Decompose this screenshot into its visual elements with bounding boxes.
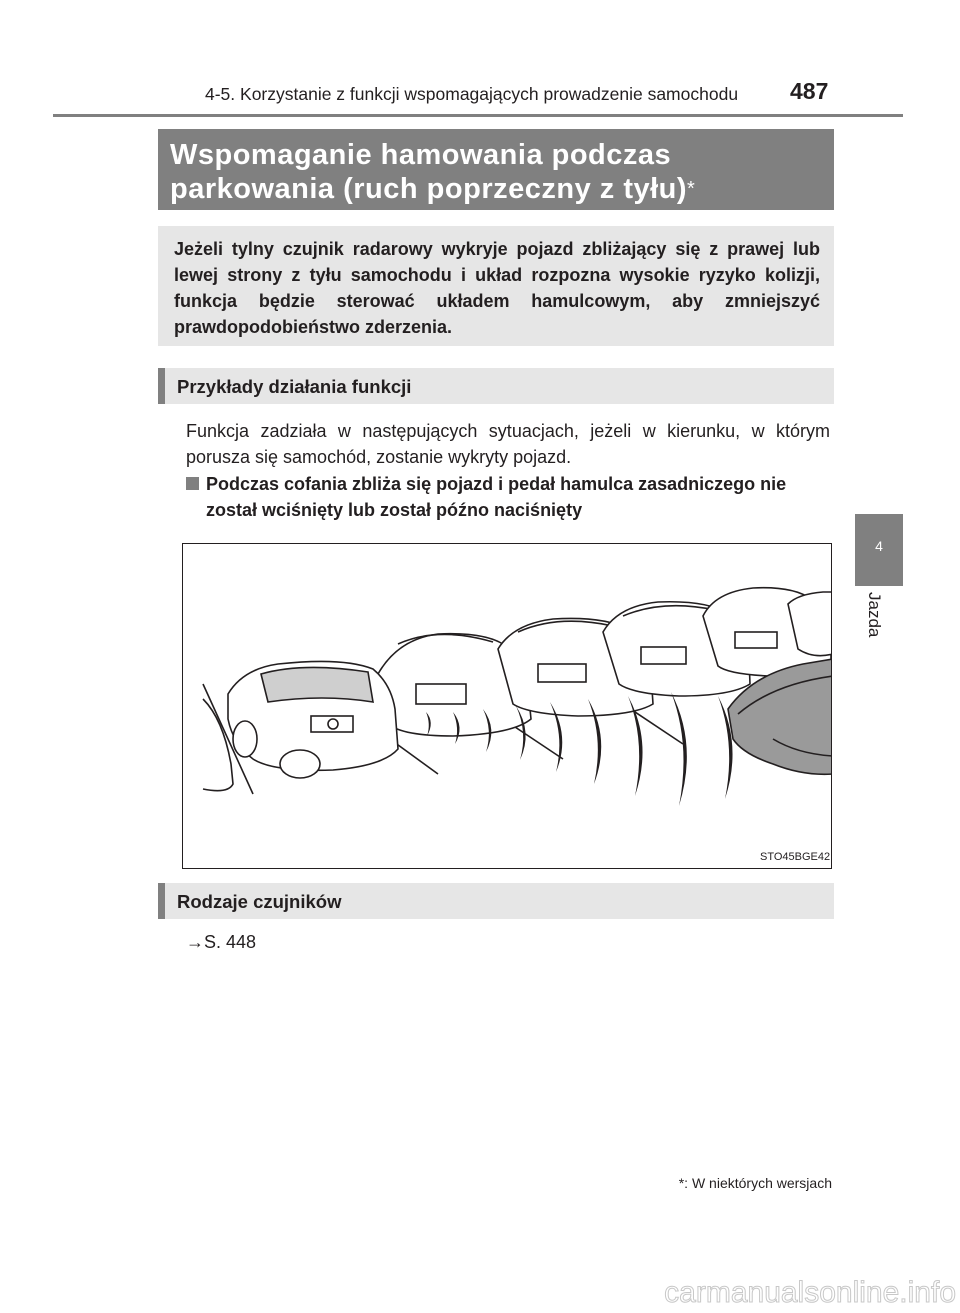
footnote-text: : W niektórych wersjach	[684, 1175, 832, 1191]
subsection-heading-label: Przykłady działania funkcji	[177, 376, 412, 397]
intro-text: Jeżeli tylny czujnik radarowy wykryje pojazd zbliżający się z prawej lub lewej strony z tyłu samochodu i układ rozpozna wysokie ryzyko kolizji, funkcja będzie sterować układem hamulcowym, aby zmniejszyć prawdopodobieństwo zderzenia.	[174, 239, 820, 337]
watermark-logo	[600, 1272, 958, 1310]
parking-scene-illustration	[183, 544, 832, 869]
section-title-line2: parkowania (ruch poprzeczny z tyłu)	[170, 173, 688, 205]
subsection-heading-label: Rodzaje czujników	[177, 891, 342, 912]
svg-text:carmanualsonline.info: carmanualsonline.info	[664, 1276, 956, 1309]
chapter-label: Jazda	[865, 592, 884, 638]
header-rule	[53, 114, 903, 117]
footnote-marker: *	[678, 1175, 685, 1191]
footnote	[640, 1175, 832, 1191]
page-reference-text: S. 448	[204, 932, 257, 952]
illustration-frame	[182, 543, 832, 869]
chapter-label-container	[862, 592, 886, 662]
running-header-title: 4-5. Korzystanie z funkcji wspomagających prowadzenie samochodu	[205, 84, 739, 104]
arrow-right-icon: →	[186, 932, 204, 952]
body-paragraph: Funkcja zadziała w następujących sytuacjach, jeżeli w kierunku, w którym porusza się samochód, zostanie wykryty pojazd.	[186, 421, 830, 467]
asterisk-marker: *	[687, 178, 696, 200]
bullet-heading: Podczas cofania zbliża się pojazd i pedał hamulca zasadniczego nie został wciśnięty lub został późno naciśnięty	[206, 474, 787, 520]
page-reference[interactable]	[186, 932, 256, 953]
own-vehicle-suv	[228, 661, 398, 778]
subsection-heading-sensors	[158, 883, 834, 919]
heading-marker	[158, 368, 165, 404]
figure-code: STO45BGE42	[760, 851, 831, 863]
page-number: 487	[790, 78, 829, 104]
chapter-number: 4	[875, 538, 883, 554]
section-title-line1: Wspomaganie hamowania podczas	[170, 139, 672, 171]
section-title	[170, 138, 830, 206]
heading-marker	[158, 883, 165, 919]
square-bullet-icon	[186, 477, 199, 490]
subsection-heading-examples	[158, 368, 834, 404]
